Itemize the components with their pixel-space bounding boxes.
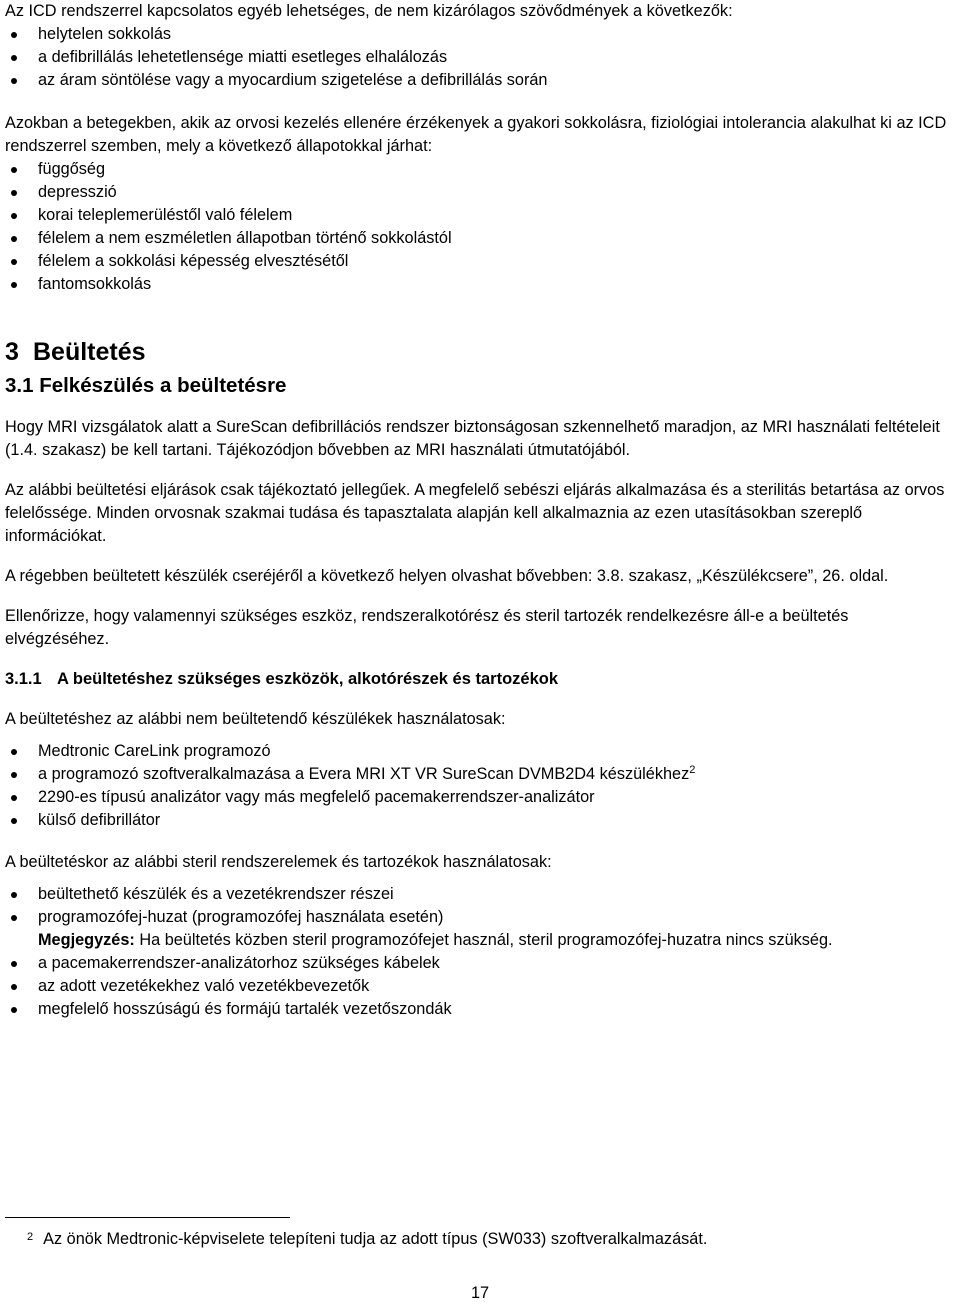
- psych-text: Azokban a betegekben, akik az orvosi kezelés ellenére érzékenyek a gyakori sokkolásra, fiziológiai intolerancia alakulhat ki az ICD rendszerrel szemben, mely a következő állapotokkal járhat:: [5, 114, 947, 155]
- page-number: 17: [470, 1284, 490, 1302]
- disclaimer-paragraph: Az alábbi beültetési eljárások csak tájékoztató jellegűek. A megfelelő sebészi eljárás alkalmazása és a sterilitás betartása az orvos felelőssége. Minden orvosnak szakmai tudása és tapasztalata alapján kell alkalmaznia az ezen utasításokban szereplő információkat.: [5, 481, 945, 545]
- list-item: megfelelő hosszúságú és formájú tartalék vezetőszondák: [5, 998, 955, 1021]
- note-text: Ha beültetés közben steril programozófejet használ, steril programozófej-huzatra nincs szükség.: [134, 931, 833, 949]
- section-title: A beültetéshez szükséges eszközök, alkotórészek és tartozékok: [57, 670, 559, 688]
- footnote-number: 2: [27, 1231, 34, 1243]
- complications-list: [5, 23, 955, 92]
- list-item: korai teleplemerüléstől való félelem: [5, 204, 955, 227]
- list-item: az adott vezetékekhez való vezetékbevezetők: [5, 975, 955, 998]
- list-item: félelem a sokkolási képesség elvesztésétől: [5, 250, 955, 273]
- list-item: fantomsokkolás: [5, 273, 955, 296]
- list-item: helytelen sokkolás: [5, 23, 955, 46]
- list-item: [5, 906, 955, 952]
- replacement-paragraph: A régebben beültetett készülék cseréjéről a következő helyen olvashat bővebben: 3.8. szakasz, „Készülékcsere”, 26. oldal.: [5, 567, 889, 585]
- list-item: a pacemakerrendszer-analizátorhoz szükséges kábelek: [5, 952, 955, 975]
- psych-list: [5, 158, 955, 296]
- list-item: a defibrillálás lehetetlensége miatti esetleges elhalálozás: [5, 46, 955, 69]
- list-item-text: a programozó szoftveralkalmazása a Evera MRI XT VR SureScan DVMB2D4 készülékhez: [38, 765, 690, 783]
- list-item: [5, 763, 955, 786]
- list-item: depresszió: [5, 181, 955, 204]
- section-number: 3: [5, 338, 19, 366]
- list-item: az áram söntölése vagy a myocardium szigetelése a defibrillálás során: [5, 69, 955, 92]
- note-label: Megjegyzés:: [38, 931, 135, 949]
- list-item-text: programozófej-huzat (programozófej használata esetén): [38, 908, 444, 926]
- list-item: Medtronic CareLink programozó: [5, 740, 955, 763]
- check-paragraph: Ellenőrizze, hogy valamennyi szükséges eszköz, rendszeralkotórész és steril tartozék rendelkezésre áll-e a beültetés elvégzéséhez.: [5, 607, 849, 648]
- mri-paragraph: Hogy MRI vizsgálatok alatt a SureScan defibrillációs rendszer biztonságosan szkennelhető maradjon, az MRI használati feltételeit (1.4. szakasz) be kell tartani. Tájékozódjon bővebben az MRI használati útmutatójából.: [5, 418, 940, 459]
- nonsterile-list: [5, 740, 955, 832]
- note: [38, 929, 955, 952]
- section-3-1-1-heading: [5, 668, 955, 691]
- list-item: függőség: [5, 158, 955, 181]
- sterile-list: [5, 883, 955, 1021]
- footnote-divider: [5, 1217, 290, 1218]
- footnote-text: Az önök Medtronic-képviselete telepíteni tudja az adott típus (SW033) szoftveralkalmazását.: [43, 1230, 708, 1248]
- list-item: beültethető készülék és a vezetékrendszer részei: [5, 883, 955, 906]
- section-3-heading: [5, 337, 955, 367]
- nonsterile-text: A beültetéshez az alábbi nem beültetendő készülékek használatosak:: [5, 710, 506, 728]
- list-item: 2290-es típusú analizátor vagy más megfelelő pacemakerrendszer-analizátor: [5, 786, 955, 809]
- list-item: külső defibrillátor: [5, 809, 955, 832]
- section-title: Beültetés: [33, 338, 146, 366]
- document-page: [5, 0, 955, 1021]
- list-item: félelem a nem eszméletlen állapotban történő sokkolástól: [5, 227, 955, 250]
- section-3-1-heading: 3.1 Felkészülés a beültetésre: [5, 374, 287, 397]
- section-number: 3.1.1: [5, 670, 42, 688]
- footnote: [27, 1228, 707, 1251]
- sterile-text: A beültetéskor az alábbi steril rendszerelemek és tartozékok használatosak:: [5, 853, 552, 871]
- intro-text: Az ICD rendszerrel kapcsolatos egyéb lehetséges, de nem kizárólagos szövődmények a következők:: [5, 2, 733, 20]
- footnote-mark: 2: [689, 764, 696, 776]
